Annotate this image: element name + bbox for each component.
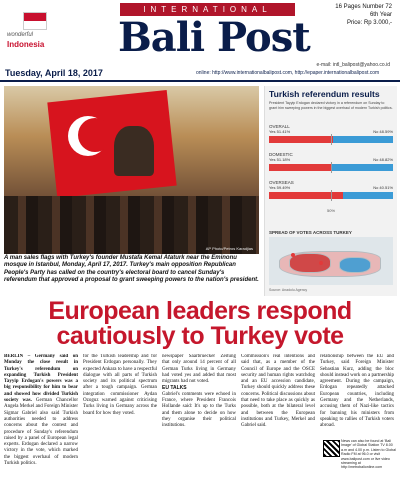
istanbul-marker-icon [291, 253, 295, 257]
photo-credit: AP Photo/Petros Karadjias [205, 246, 253, 251]
qr-code-icon[interactable] [323, 440, 340, 457]
poll-row-label: OVERSEAS [269, 180, 294, 185]
turkish-flag-image [47, 90, 176, 198]
midline-label: 50% [327, 208, 336, 213]
result-bar [269, 192, 393, 199]
no-value: No 48.59% [373, 129, 393, 134]
newspaper-title: Bali Post [118, 14, 310, 61]
issue-meta [335, 3, 392, 27]
masthead [0, 0, 400, 82]
midline [331, 134, 332, 145]
article-column-1 [4, 354, 78, 478]
poll-description: President Tayyip Erdogan declared victory in a referendum on Sunday to grant him sweeping powers in the biggest overhaul of modern Turkish politics. [269, 101, 393, 110]
poll-row-overseas [269, 180, 393, 198]
subheading: EU TALKS [162, 385, 187, 392]
masthead-divider [0, 80, 400, 82]
yes-bar-fill [269, 136, 333, 143]
yes-value: Yes 51.41% [269, 129, 291, 134]
issue-year: 6th Year [369, 12, 392, 18]
issue-date: Tuesday, April 18, 2017 [5, 68, 103, 78]
lead-photo [4, 86, 259, 254]
map-title: SPREAD OF VOTES ACROSS TURKEY [269, 230, 352, 235]
yes-bar-fill [269, 164, 332, 171]
photo-caption: A man sales flags with Turkey's founder Mustafa Kemal Ataturk near the Eminonu mosque in Istanbul, Monday, April 17, 2017. Turkey's main opposition Republican People's Party has called on the country's electoral board to cancel Sunday's referendum that approved a proposal to grant sweeping powers to the nation's president. [4, 255, 259, 284]
indonesia-flag-icon [23, 12, 47, 30]
poll-row-label: OVERALL [269, 124, 290, 129]
article-text: German Chancellor Angela Merkel and Foreign Minister Sigmar Gabriel also said Turkish authorities needed to address concerns about the contest and procedure of Sunday's referendum raised by a panel of European legal experts. Erdogan declared a narrow victory in the vote, which marked the biggest overhaul of modern Turkish politics. [4, 398, 78, 467]
result-bar [269, 164, 393, 171]
turkey-vote-map [269, 237, 393, 285]
poll-row-domestic [269, 152, 393, 170]
logo-brand: Indonesia [7, 40, 45, 49]
article-text: for the Turkish leadership and for President Erdogan personally. They expected Ankara to have a respectful dialogue with all parts of Turkish society and its political spectrum after a tough campaign. German integration commissioner Aydan Ozoguz warned against criticising Turks living in Germany across the board for how they voted. [83, 354, 157, 416]
yes-region-shape [289, 253, 331, 273]
article-column-3 [162, 354, 236, 478]
ankara-marker-icon [319, 261, 323, 265]
contact-email[interactable]: e-mail: intl_balipost@yahoo.co.id [316, 62, 390, 68]
no-region-shape [339, 257, 371, 273]
midline [331, 190, 332, 201]
ataturk-portrait-image [114, 126, 154, 176]
promo-text: News can also be found at 'Bali Image' of Global Station TV 8.00 a.m and 4.00 p.m. Listen to Global Radio FM at 96.0 or visit www.balipost.com or live video streaming at http://metrobalionline.com [341, 439, 396, 470]
midline [331, 162, 332, 173]
article-text: Commission's real intentions and said that, as a member of the Council of Europe and the OSCE security and human rights watchdog and an EU accession candidate, Turkey should quickly address these concerns. Political discussions about that need to take place as quickly as possible, both at the bilateral level and between the European institutions and Turkey, Merkel and Gabriel said. [241, 354, 315, 429]
wonderful-indonesia-logo [5, 10, 65, 52]
crescent-cutout [78, 118, 112, 152]
page-count: 16 Pages Number 72 [335, 4, 392, 10]
article-text: newspaper Saarbruecker Zeitung that only around 14 percent of all German Turks living in Germany had voted yes and added that most migrants had not voted. [162, 354, 236, 385]
poll-row-overall [269, 124, 393, 142]
article-lead: BERLIN – Germany said on Monday the close result in Turkey's referendum on expanding Turkish President Tayyip Erdogan's powers was a big responsibility for him to bear and showed how divided Turkish society was. [4, 354, 78, 404]
yes-value: Yes 59.49% [269, 185, 291, 190]
article-text: relationship between the EU and Turkey, said Foreign Minister Sebastian Kurz, adding the bloc should instead work on a partnership agreement. During the campaign, Erdogan repeatedly attacked European countries, including Germany and the Netherlands, accusing them of Nazi-like tactics for banning his ministers from speaking to rallies of Turkish voters abroad. [320, 354, 394, 429]
poll-source: Source: Anadolu Agency [269, 288, 308, 292]
broadcast-promo [323, 439, 396, 477]
international-banner: INTERNATIONAL [120, 3, 295, 16]
article-column-4 [241, 354, 315, 478]
poll-row-label: DOMESTIC [269, 152, 293, 157]
referendum-results-graphic [264, 86, 397, 296]
article-column-2 [83, 354, 157, 478]
no-value: No 40.51% [373, 185, 393, 190]
result-bar [269, 136, 393, 143]
poll-title: Turkish referendum results [269, 89, 380, 99]
issue-price: Price: Rp 3.000,- [346, 20, 392, 26]
main-headline: European leaders respond cautiously to Turkey vote [48, 297, 352, 350]
yes-value: Yes 51.18% [269, 157, 291, 162]
logo-tagline: wonderful [7, 32, 34, 38]
online-links[interactable]: online: http://www.internationalbalipost.com, http://epaper.internationalbalipost.com [196, 70, 380, 76]
article-text: Gabriel's comments were echoed in France, where President Francois Hollande said: It's up to the Turks and them alone to decide on how they organise their political institutions. [162, 391, 236, 429]
no-value: No 48.82% [373, 157, 393, 162]
